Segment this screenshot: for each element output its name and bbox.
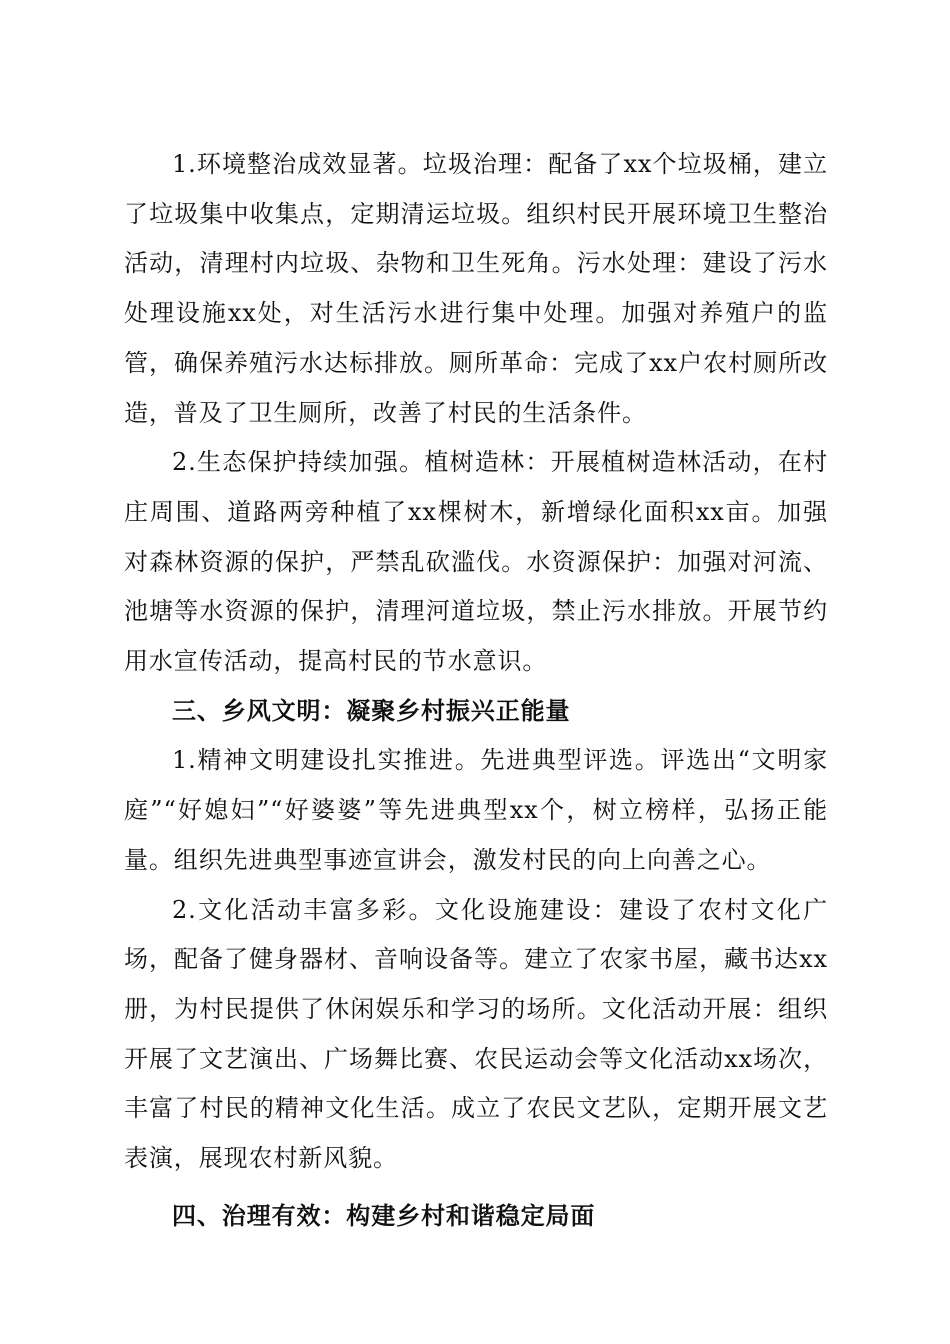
- paragraph-spiritual-civilization: 1.精神文明建设扎实推进。先进典型评选。评选出“文明家庭”“好媳妇”“好婆婆”等先进典型xx个，树立榜样，弘扬正能量。组织先进典型事迹宣讲会，激发村民的向上向善之心。: [124, 746, 828, 874]
- paragraph-environment-improvement: 1.环境整治成效显著。垃圾治理：配备了xx个垃圾桶，建立了垃圾集中收集点，定期清运垃圾。组织村民开展环境卫生整治活动，清理村内垃圾、杂物和卫生死角。污水处理：建设了污水处理设施xx处，对生活污水进行集中处理。加强对养殖户的监管，确保养殖污水达标排放。厕所革命：完成了xx户农村厕所改造，普及了卫生厕所，改善了村民的生活条件。: [124, 150, 828, 427]
- section-heading-civility: 三、乡风文明：凝聚乡村振兴正能量: [172, 696, 571, 725]
- paragraph-cultural-activities: 2.文化活动丰富多彩。文化设施建设：建设了农村文化广场，配备了健身器材、音响设备等。建立了农家书屋，藏书达xx册，为村民提供了休闲娱乐和学习的场所。文化活动开展：组织开展了文艺演出、广场舞比赛、农民运动会等文化活动xx场次，丰富了村民的精神文化生活。成立了农民文艺队，定期开展文艺表演，展现农村新风貌。: [124, 895, 828, 1173]
- section-heading-governance: 四、治理有效：构建乡村和谐稳定局面: [172, 1201, 596, 1230]
- paragraph-ecological-protection: 2.生态保护持续加强。植树造林：开展植树造林活动，在村庄周围、道路两旁种植了xx棵树木，新增绿化面积xx亩。加强对森林资源的保护，严禁乱砍滥伐。水资源保护：加强对河流、池塘等水资源的保护，清理河道垃圾，禁止污水排放。开展节约用水宣传活动，提高村民的节水意识。: [124, 448, 828, 676]
- document-page: [124, 140, 828, 1241]
